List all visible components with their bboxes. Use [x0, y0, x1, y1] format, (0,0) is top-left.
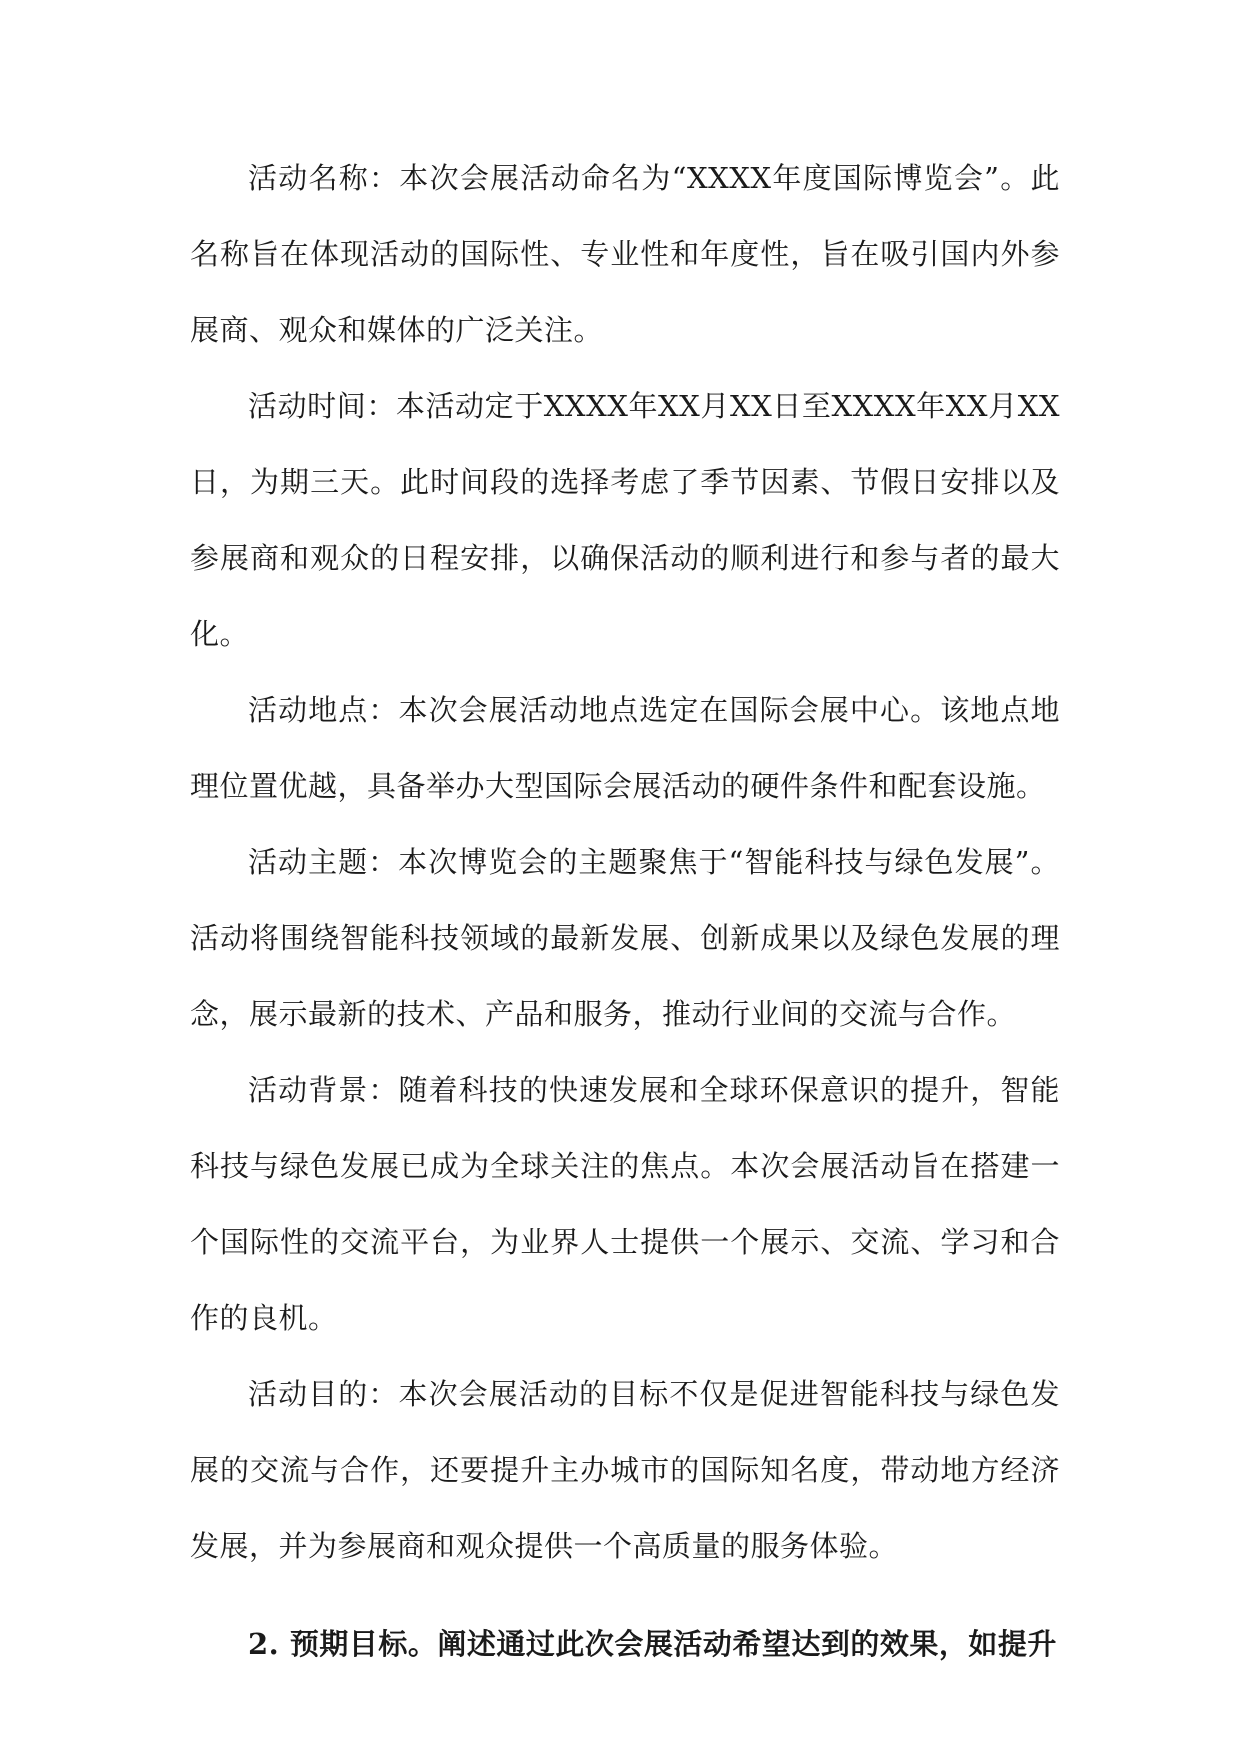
document-body [190, 140, 1060, 1682]
paragraph-activity-purpose: 活动目的：本次会展活动的目标不仅是促进智能科技与绿色发展的交流与合作，还要提升主办城市的国际知名度，带动地方经济发展，并为参展商和观众提供一个高质量的服务体验。 [190, 1377, 1060, 1563]
section-heading-expected-goals: 2. 预期目标。阐述通过此次会展活动希望达到的效果，如提升 [248, 1627, 1057, 1661]
paragraph-activity-location: 活动地点：本次会展活动地点选定在国际会展中心。该地点地理位置优越，具备举办大型国际会展活动的硬件条件和配套设施。 [190, 693, 1060, 803]
paragraph-activity-time: 活动时间：本活动定于XXXX年XX月XX日至XXXX年XX月XX日，为期三天。此时间段的选择考虑了季节因素、节假日安排以及参展商和观众的日程安排，以确保活动的顺利进行和参与者的最大化。 [190, 389, 1060, 651]
paragraph-activity-name: 活动名称：本次会展活动命名为“XXXX年度国际博览会”。此名称旨在体现活动的国际性、专业性和年度性，旨在吸引国内外参展商、观众和媒体的广泛关注。 [190, 161, 1061, 347]
paragraph-activity-theme: 活动主题：本次博览会的主题聚焦于“智能科技与绿色发展”。活动将围绕智能科技领域的最新发展、创新成果以及绿色发展的理念，展示最新的技术、产品和服务，推动行业间的交流与合作。 [190, 845, 1060, 1031]
paragraph-activity-background: 活动背景：随着科技的快速发展和全球环保意识的提升，智能科技与绿色发展已成为全球关注的焦点。本次会展活动旨在搭建一个国际性的交流平台，为业界人士提供一个展示、交流、学习和合作的良机。 [190, 1073, 1060, 1335]
